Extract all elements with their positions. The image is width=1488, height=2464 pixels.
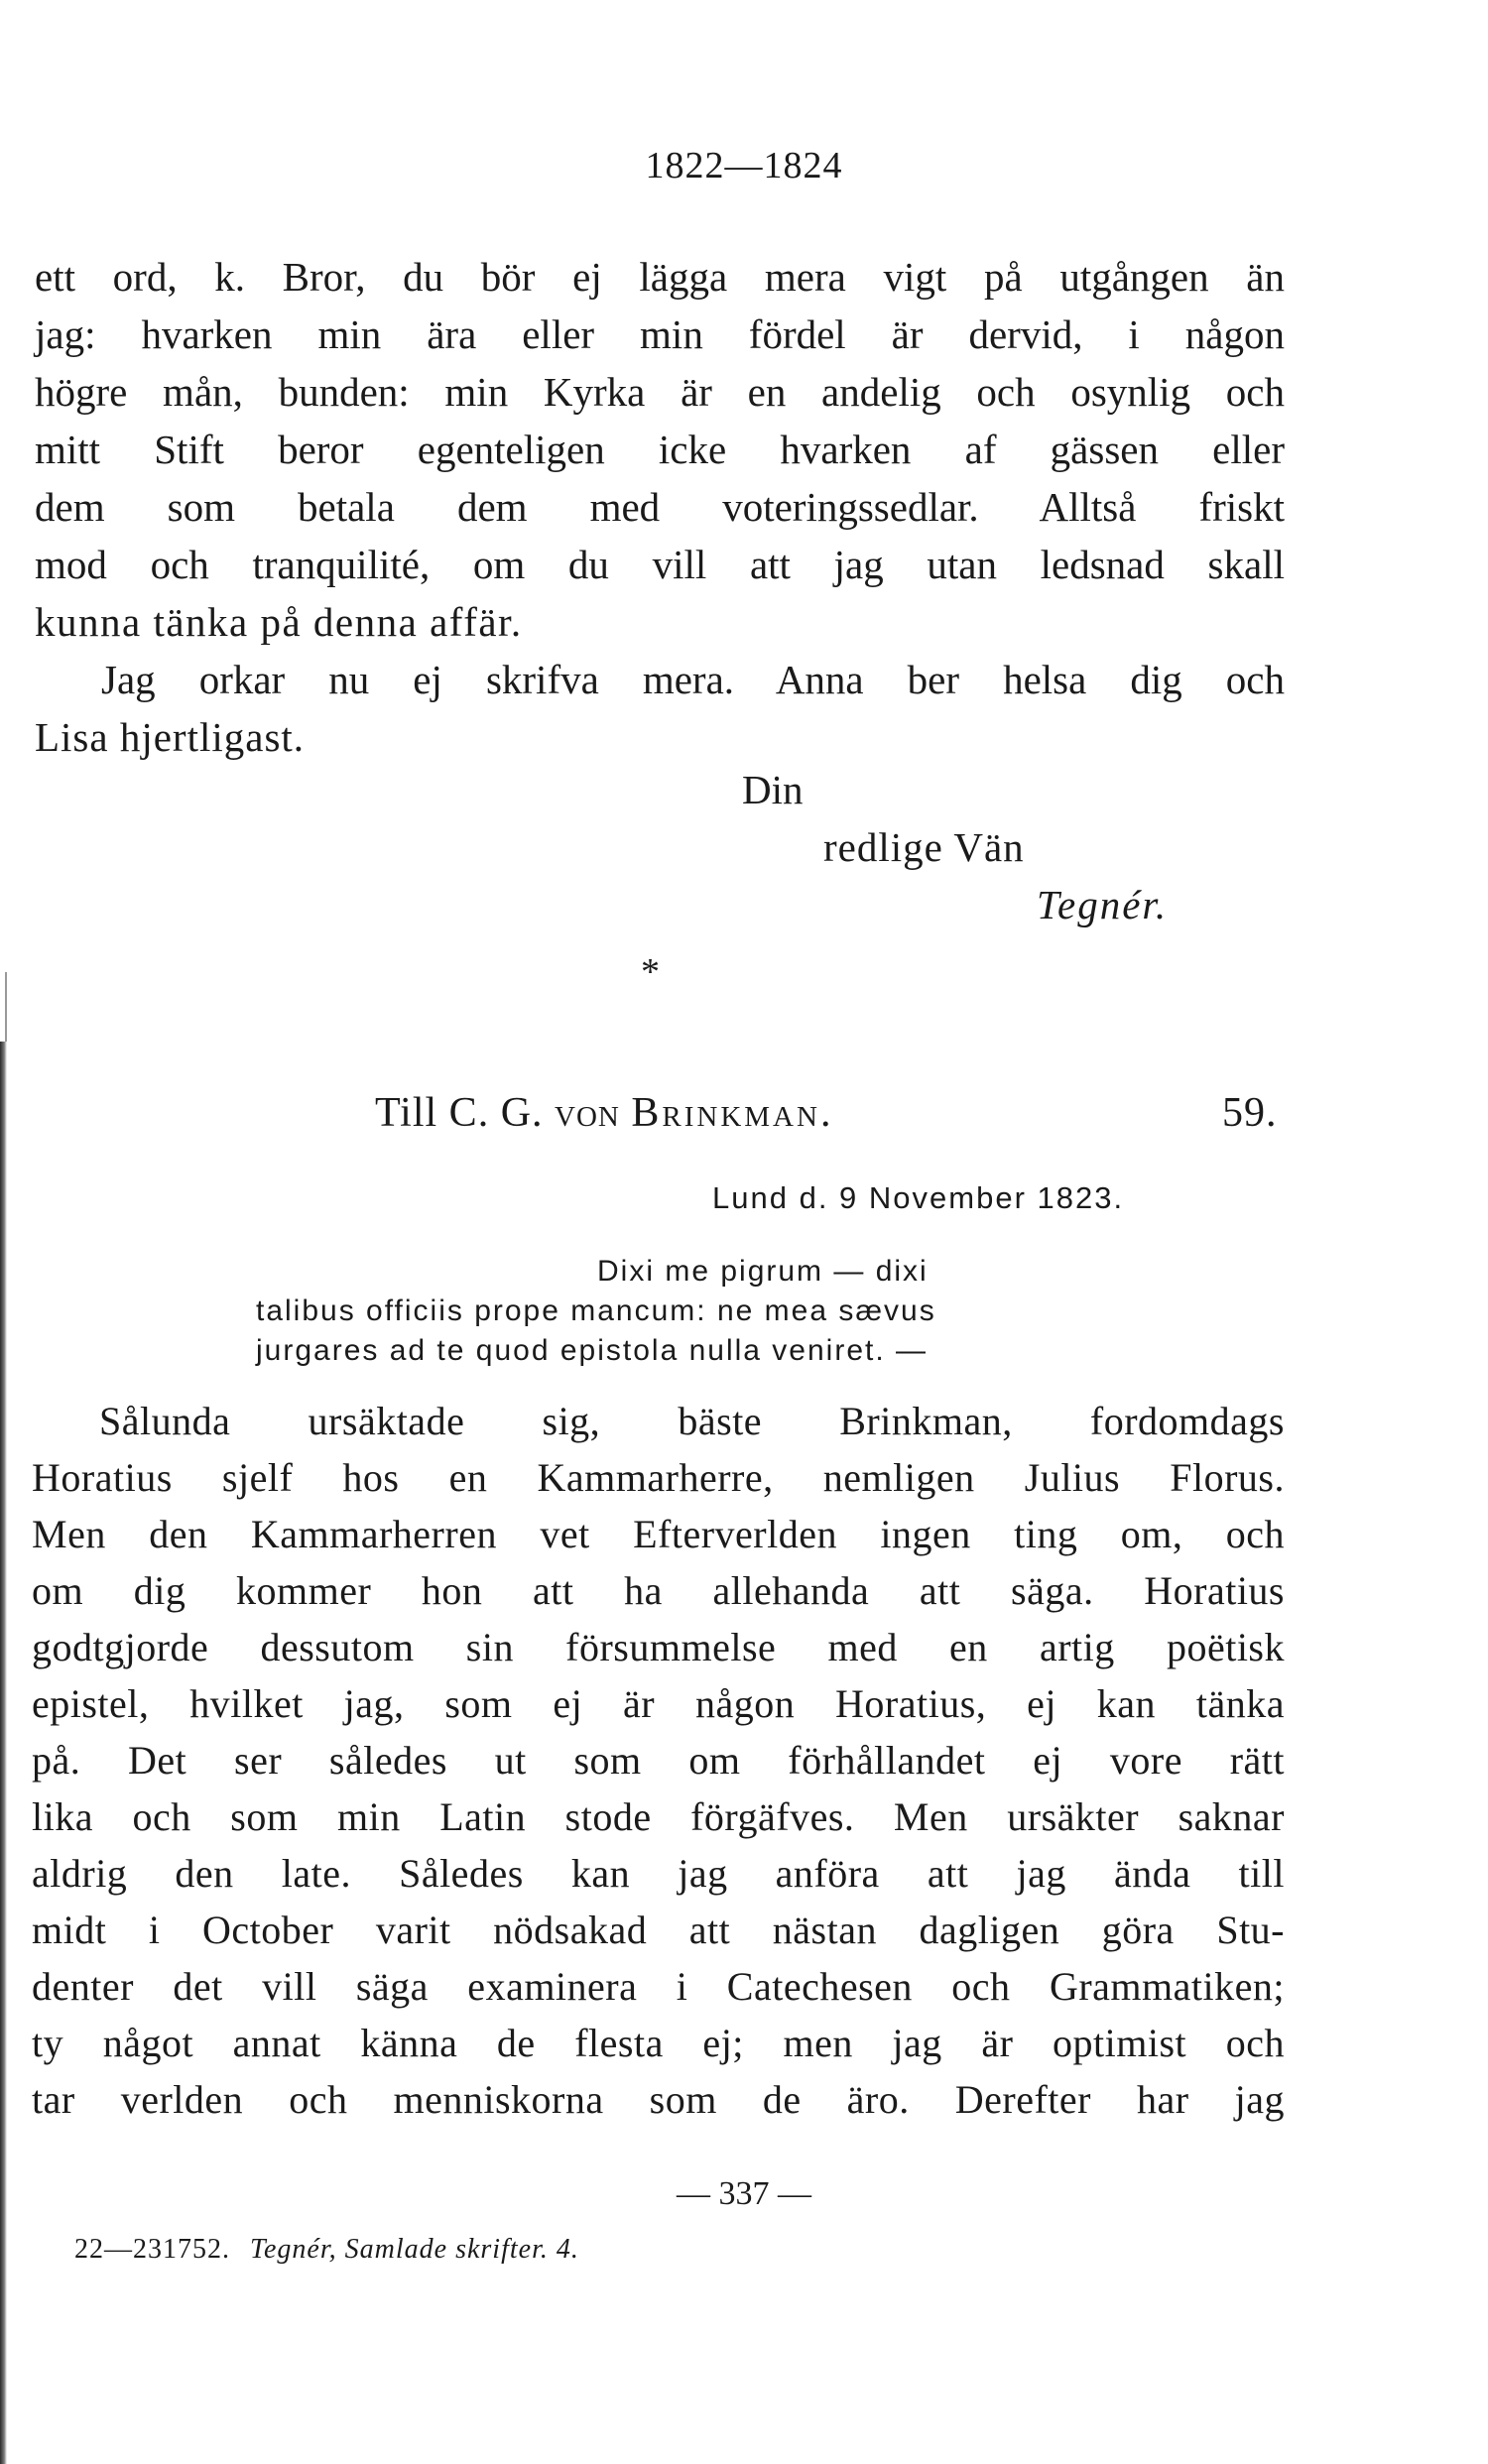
text-line: aldrig den late. Således kan jag anföra att jag ända till (32, 1851, 1285, 1896)
text-line: jag: hvarken min ära eller min fördel är dervid, i någon (35, 311, 1285, 357)
text-line: ty något annat känna de flesta ej; men jag är optimist och (32, 2021, 1285, 2065)
closing-friend: redlige Vän (823, 824, 1025, 870)
text-line: dem som betala dem med voteringssedlar. Alltså friskt (35, 484, 1285, 530)
page-number: — 337 — (677, 2175, 811, 2212)
signature-number: 22—231752. (74, 2234, 230, 2265)
dateline: Lund d. 9 November 1823. (712, 1180, 1125, 1215)
text-line: mitt Stift beror egenteligen icke hvarken af gässen eller (35, 427, 1285, 472)
separator-star: * (641, 951, 660, 993)
epigraph-line: Dixi me pigrum — dixi (597, 1255, 929, 1288)
closing-din: Din (742, 767, 804, 812)
text-line: på. Det ser således ut som om förhållandet ej vore rätt (32, 1738, 1285, 1783)
page-gutter-line (5, 972, 7, 1051)
text-line: lika och som min Latin stode förgäfves. Men ursäkter saknar (32, 1794, 1285, 1839)
text-line: godtgjorde dessutom sin försummelse med en artig poëtisk (32, 1625, 1285, 1669)
heading-name: Brinkman. (631, 1090, 834, 1136)
text-line: midt i October varit nödsakad att nästan dagligen göra Stu- (32, 1908, 1285, 1952)
text-line: högre mån, bunden: min Kyrka är en andelig och osynlig och (35, 369, 1285, 415)
page-gutter-shadow (0, 1042, 7, 2464)
text-line: kunna tänka på denna affär. (35, 599, 523, 645)
signature-mark (74, 2234, 579, 2266)
signature-tegner: Tegnér. (1037, 882, 1169, 927)
text-line: denter det vill säga examinera i Catechesen och Grammatiken; (32, 1964, 1285, 2009)
text-line: Men den Kammarherren vet Efterverlden ingen ting om, och (32, 1512, 1285, 1556)
text-line: Lisa hjertligast. (35, 714, 306, 760)
running-header: 1822—1824 (645, 145, 843, 186)
epigraph-line: talibus officiis prope mancum: ne mea sævus (256, 1294, 936, 1327)
text-line: Horatius sjelf hos en Kammarherre, nemligen Julius Florus. (32, 1455, 1285, 1500)
letter-heading (375, 1089, 833, 1137)
text-line: tar verlden och menniskorna som de äro. Derefter har jag (32, 2077, 1285, 2122)
text-line: epistel, hvilket jag, som ej är någon Horatius, ej kan tänka (32, 1681, 1285, 1726)
heading-von: von (555, 1090, 620, 1136)
text-line: om dig kommer hon att ha allehanda att säga. Horatius (32, 1568, 1285, 1613)
source-title: Tegnér, Samlade skrifter. 4. (250, 2234, 579, 2265)
epigraph-line: jurgares ad te quod epistola nulla veniret. — (256, 1334, 929, 1367)
heading-prefix: Till C. G. (375, 1090, 544, 1136)
text-line: ett ord, k. Bror, du bör ej lägga mera vigt på utgången än (35, 254, 1285, 300)
letter-number: 59. (1222, 1090, 1278, 1136)
text-line: Jag orkar nu ej skrifva mera. Anna ber helsa dig och (101, 657, 1285, 702)
text-line: Sålunda ursäktade sig, bäste Brinkman, fordomdags (99, 1399, 1285, 1443)
text-line: mod och tranquilité, om du vill att jag utan ledsnad skall (35, 542, 1285, 587)
